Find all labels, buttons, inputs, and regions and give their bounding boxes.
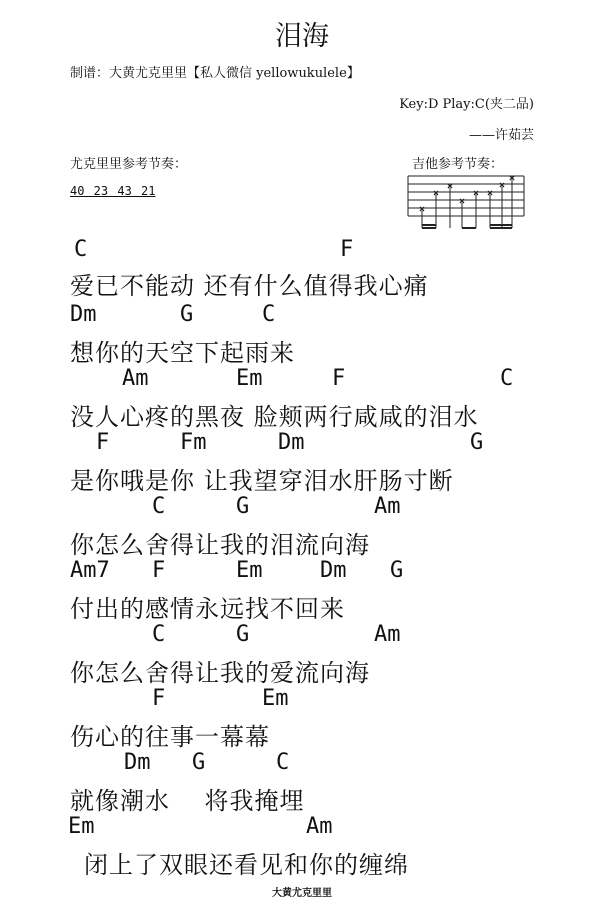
lyric-line: 伤心的往事一幕幕 [70, 723, 270, 751]
lyric-line: 没人心疼的黑夜 脸颊两行咸咸的泪水 [70, 403, 479, 431]
chord: C [74, 237, 88, 262]
key-play-info: Key:D Play:C(夹二品) [399, 97, 534, 112]
chord: C [152, 494, 166, 519]
chord: G [470, 430, 484, 455]
lyric-line: 是你哦是你 让我望穿泪水肝肠寸断 [70, 467, 454, 495]
guitar-rhythm-label: 吉他参考节奏： [412, 157, 504, 172]
lyric-line: 付出的感情永远找不回来 [70, 595, 345, 623]
chord: Am [122, 366, 149, 391]
guitar-rhythm-tab [404, 172, 528, 234]
footer-brand: 大黄尤克里里 [272, 888, 332, 899]
chord: F [152, 558, 166, 583]
chord: Dm [320, 558, 347, 583]
artist-credit: ——许茹芸 [468, 128, 534, 143]
chord: Am [374, 622, 401, 647]
chord: Em [236, 366, 263, 391]
chord: Am [374, 494, 401, 519]
tab-x-marks [420, 176, 514, 211]
ukulele-rhythm-label: 尤克里里参考节奏： [70, 157, 188, 172]
lyric-line: 想你的天空下起雨来 [70, 339, 295, 367]
chord: G [236, 494, 250, 519]
lyric-line: 你怎么舍得让我的爱流向海 [70, 659, 370, 687]
chord: F [96, 430, 110, 455]
chord: Dm [124, 750, 151, 775]
chord: Am [306, 814, 333, 839]
chord: Dm [278, 430, 305, 455]
chord: G [390, 558, 404, 583]
chord: G [180, 302, 194, 327]
arranger-credit: 制谱：大黄尤克里里【私人微信 yellowukulele】 [70, 66, 360, 81]
chord: F [332, 366, 346, 391]
lyric-line: 你怎么舍得让我的泪流向海 [70, 531, 370, 559]
chord: C [276, 750, 290, 775]
chord: G [192, 750, 206, 775]
ukulele-rhythm-pattern: 40 23 43 21 [70, 184, 156, 198]
chord: Fm [180, 430, 207, 455]
chord: F [152, 686, 166, 711]
lyric-line: 就像潮水 将我掩埋 [70, 787, 305, 815]
lyric-line: 闭上了双眼还看见和你的缠绵 [84, 851, 409, 879]
song-title: 泪海 [275, 21, 329, 52]
chord: C [262, 302, 276, 327]
chord: Em [236, 558, 263, 583]
lyric-line: 爱已不能动 还有什么值得我心痛 [70, 272, 429, 300]
chord: C [500, 366, 514, 391]
chord: C [152, 622, 166, 647]
chord: F [340, 237, 354, 262]
chord: Em [68, 814, 95, 839]
chord: G [236, 622, 250, 647]
chord: Dm [70, 302, 97, 327]
chord: Em [262, 686, 289, 711]
chord: Am7 [70, 558, 110, 583]
